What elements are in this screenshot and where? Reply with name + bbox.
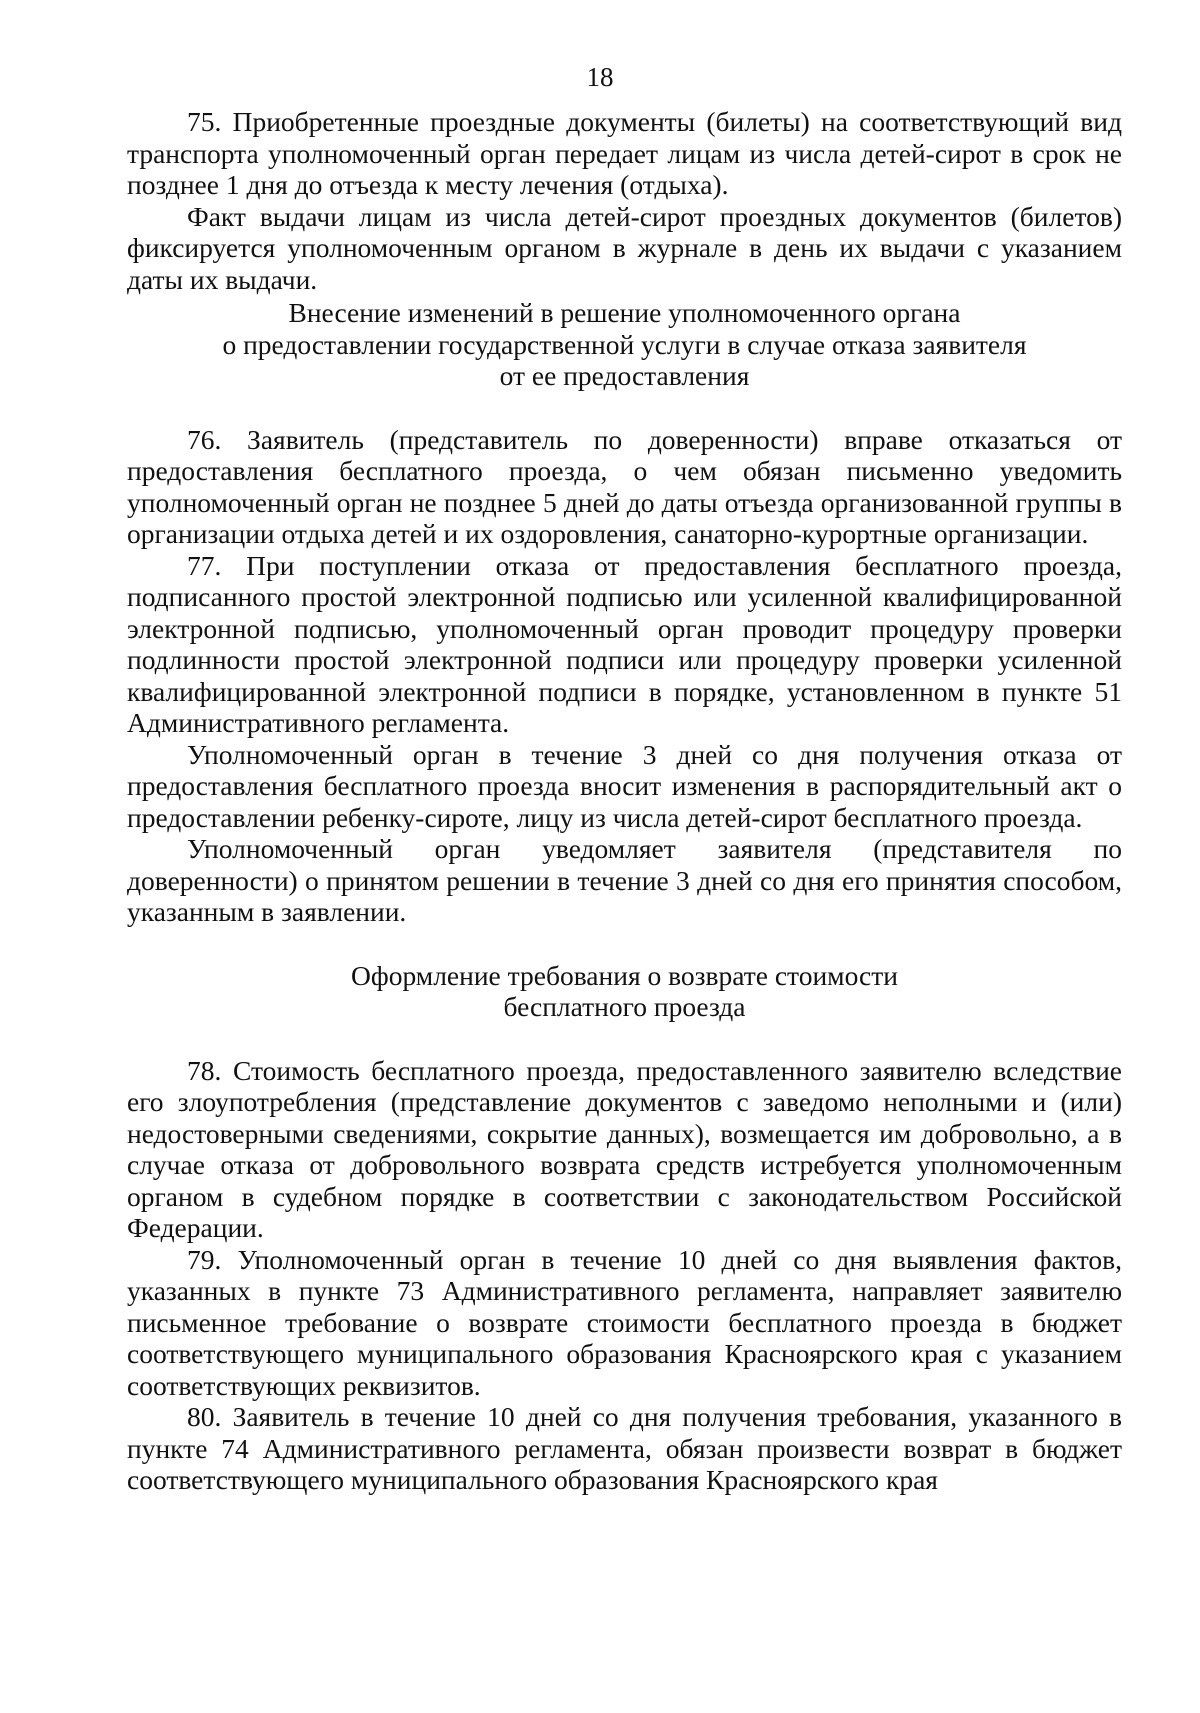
heading-line: Оформление требования о возврате стоимости <box>351 959 898 991</box>
paragraph-77-changes: Уполномоченный орган в течение 3 дней со дня получения отказа от предоставления бесплатного проезда вносит изменения в распорядительный акт о предоставлении ребенку-сироте, лицу из числа детей-сирот бесплатного проезда. <box>127 738 1122 833</box>
paragraph-78: 78. Стоимость бесплатного проезда, предоставленного заявителю вследствие его злоупотребления (представление документов с заведомо неполными и (или) недостоверными сведениями, сокрытие данных), возмещается им добровольно, а в случае отказа от добровольного возврата средств истребуется уполномоченным органом в судебном порядке в соответствии с законодательством Российской Федерации. <box>127 1054 1122 1243</box>
paragraph-75: 75. Приобретенные проездные документы (билеты) на соответствующий вид транспорта уполномоченный орган передает лицам из числа детей-сирот в срок не позднее 1 дня до отъезда к месту лечения (отдыха). <box>127 106 1122 200</box>
document-body <box>127 106 1122 1496</box>
page-number: 18 <box>586 62 614 92</box>
paragraph-76: 76. Заявитель (представитель по доверенности) вправе отказаться от предоставления бесплатного проезда, о чем обязан письменно уведомить уполномоченный орган не позднее 5 дней до даты отъезда организованной группы в организации отдыха детей и их оздоровления, санаторно-курортные организации. <box>127 423 1122 549</box>
paragraph-77-notify: Уполномоченный орган уведомляет заявителя (представителя по доверенности) о принятом решении в течение 3 дней со дня его принятия способом, указанным в заявлении. <box>127 833 1122 927</box>
paragraph-75-fact: Факт выдачи лицам из числа детей-сирот проездных документов (билетов) фиксируется уполномоченным органом в журнале в день их выдачи с указанием даты их выдачи. <box>127 200 1122 295</box>
heading-line: от ее предоставления <box>499 360 750 391</box>
section-heading-refund <box>127 960 1122 1023</box>
paragraph-80: 80. Заявитель в течение 10 дней со дня получения требования, указанного в пункте 74 Административного регламента, обязан произвести возврат в бюджет соответствующего муниципального образования Красноярского края <box>127 1401 1122 1495</box>
paragraph-77: 77. При поступлении отказа от предоставления бесплатного проезда, подписанного простой электронной подписью или усиленной квалифицированной электронной подписью, уполномоченный орган проводит процедуру проверки подлинности простой электронной подписи или процедуру проверки усиленной квалифицированной электронной подписи в порядке, установленном в пункте 51 Административного регламента. <box>127 549 1122 738</box>
heading-line: Внесение изменений в решение уполномоченного органа <box>288 297 961 328</box>
heading-line: бесплатного проезда <box>503 991 746 1022</box>
section-heading-changes <box>127 297 1122 392</box>
paragraph-79: 79. Уполномоченный орган в течение 10 дней со дня выявления фактов, указанных в пункте 73 Административного регламента, направляет заявителю письменное требование о возврате стоимости бесплатного проезда в бюджет соответствующего муниципального образования Красноярского края с указанием соответствующих реквизитов. <box>127 1243 1122 1401</box>
heading-line: о предоставлении государственной услуги в случае отказа заявителя <box>222 328 1027 360</box>
